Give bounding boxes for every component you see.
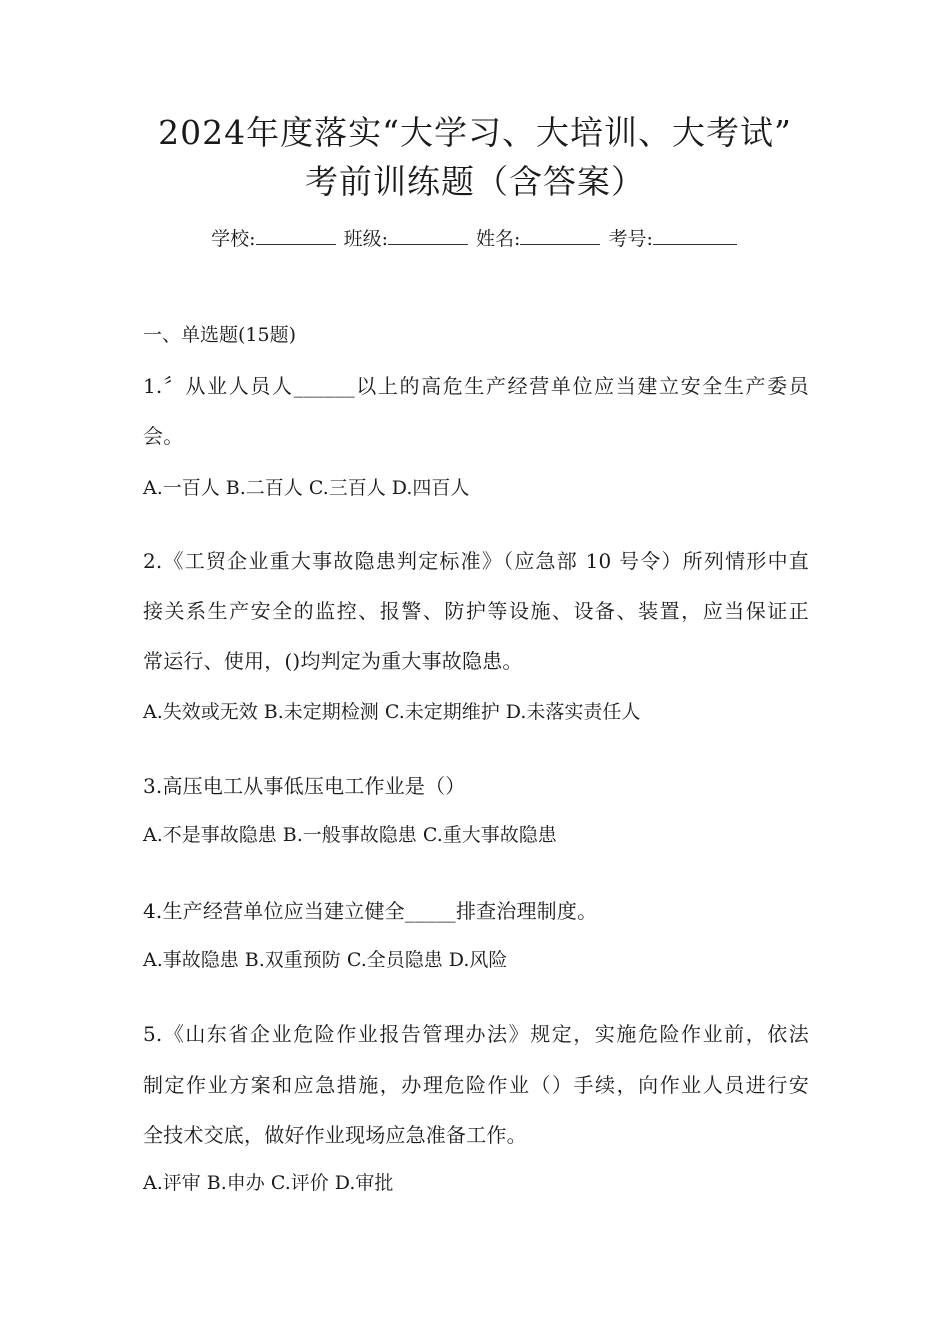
exam-number-blank [653, 226, 737, 245]
question-3-line-1: 3.高压电工从事低压电工作业是（） [143, 774, 466, 798]
question-1-line-1: 1.〞从业人员人______以上的高危生产经营单位应当建立安全生产委员 [143, 374, 809, 398]
name-blank [520, 226, 600, 245]
class-blank [388, 226, 468, 245]
question-4-line-1: 4.生产经营单位应当建立健全_____排查治理制度。 [143, 899, 598, 923]
student-info-row [0, 224, 950, 251]
question-5-line-3: 全技术交底，做好作业现场应急准备工作。 [143, 1123, 527, 1147]
question-2-line-1: 2.《工贸企业重大事故隐患判定标准》（应急部 10 号令）所列情形中直 [143, 549, 809, 573]
question-5-options: A.评审 B.申办 C.评价 D.审批 [143, 1172, 394, 1194]
question-5-line-1: 5.《山东省企业危险作业报告管理办法》规定，实施危险作业前，依法 [143, 1022, 809, 1046]
document-title-line-1: 2024年度落实“大学习、大培训、大考试” [158, 113, 792, 152]
question-4-options: A.事故隐患 B.双重预防 C.全员隐患 D.风险 [143, 949, 508, 971]
name-label: 姓名: [476, 228, 521, 250]
school-label: 学校: [211, 228, 256, 250]
exam-number-label: 考号: [608, 228, 653, 250]
question-2-line-2: 接关系生产安全的监控、报警、防护等设施、设备、装置，应当保证正 [143, 599, 809, 623]
class-label: 班级: [343, 228, 388, 250]
school-blank [256, 226, 336, 245]
question-1-line-2: 会。 [143, 424, 184, 448]
question-2-line-3: 常运行、使用，()均判定为重大事故隐患。 [143, 649, 523, 673]
question-2-options: A.失效或无效 B.未定期检测 C.未定期维护 D.未落实责任人 [143, 701, 641, 723]
question-5-line-2: 制定作业方案和应急措施，办理危险作业（）手续，向作业人员进行安 [143, 1073, 809, 1097]
question-1-options: A.一百人 B.二百人 C.三百人 D.四百人 [143, 477, 470, 499]
section-heading: 一、单选题(15题) [143, 324, 297, 346]
document-title-line-2: 考前训练题（含答案） [305, 162, 645, 201]
question-3-options: A.不是事故隐患 B.一般事故隐患 C.重大事故隐患 [143, 824, 557, 846]
